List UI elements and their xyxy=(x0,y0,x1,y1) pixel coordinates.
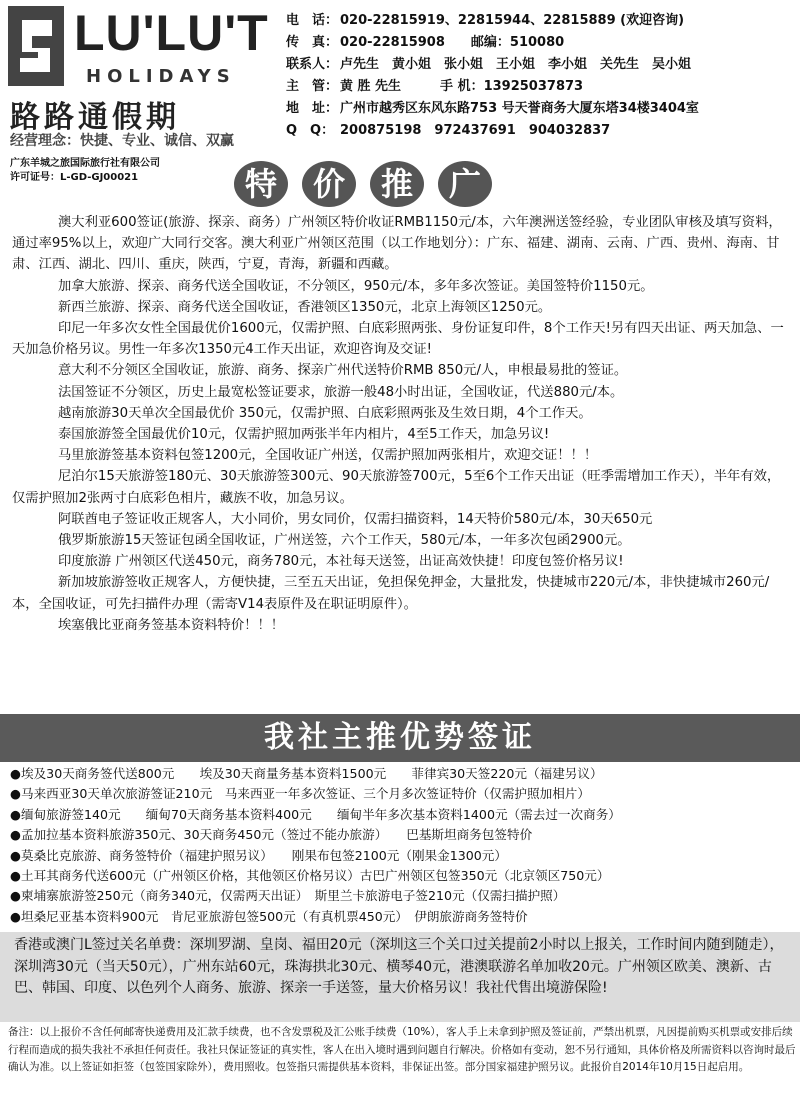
promo-item-indonesia: 印尼一年多次女性全国最优价1600元，仅需护照、白底彩照两张、身份证复印件，8个工作天!另有四天出证、两天加急、一天加急价格另议。男性一年多次1350元4工作天出证，欢迎咨询及交证! xyxy=(12,321,784,358)
promo-item-italy: 意大利不分领区全国收证，旅游、商务、探亲广州代送特价RMB 850元/人，申根最易批的签证。 xyxy=(58,363,628,379)
advantage-line: ●莫桑比克旅游、商务签特价（福建护照另议） 刚果布包签2100元（刚果金1300元） xyxy=(10,847,507,863)
remarks-text: 备注：以上报价不含任何邮寄快递费用及汇款手续费，也不含发票税及汇公账手续费（10%），客人手上未拿到护照及签证前，严禁出机票，凡因提前购买机票或安排后续行程而造成的损失我社不承担任何责任。我社只保证签证的真实性，客人在出入境时遇到问题自行解决。价格如有变动，恕不另行通知，具体价格及所需资料以咨询时最后确认为准。以上签证如拒签（包签国家除外），费用照收。包签指只需提供基本资料，非保证出签。部分国家福建护照另议。此报价自2014年10月15日起启用。 xyxy=(8,1026,796,1073)
contact-block xyxy=(286,10,796,142)
contact-persons: 联系人： 卢先生 黄小姐 张小姐 王小姐 李小姐 关先生 吴小姐 xyxy=(286,57,692,72)
promo-item-thailand: 泰国旅游签全国最优价10元，仅需护照加两张半年内相片，4至5工作天，加急另议! xyxy=(58,427,550,443)
contact-manager: 主 管： 黄 胜 先生 手 机：13925037873 xyxy=(286,79,584,94)
contact-phone: 电 话： 020-22815919、22815944、22815889 (欢迎咨询) xyxy=(286,13,685,28)
contact-address: 地 址： 广州市越秀区东风东路753 号天誉商务大厦东塔34楼3404室 xyxy=(286,101,699,116)
advantage-line: ●土耳其商务代送600元（广州领区价格，其他领区价格另议）古巴广州领区包签350元（北京领区750元） xyxy=(10,868,610,884)
promo-item-ethiopia: 埃塞俄比亚商务签基本资料特价！！！ xyxy=(58,617,285,633)
logo-icon xyxy=(8,6,64,86)
promo-item-singapore: 新加坡旅游签收正规客人，方便快捷，三至五天出证，免担保免押金，大量批发，快捷城市220元/本，非快捷城市260元/本，全国收证，可先扫描件办理（需寄V14表原件及在职证明原件）。 xyxy=(12,575,770,612)
promo-title-char: 特 xyxy=(234,161,288,207)
contact-qq: Q Q： 200875198 972437691 904032837 xyxy=(286,123,611,138)
brand-name: LU'LU'T xyxy=(74,5,269,61)
promo-item-india: 印度旅游 广州领区代送450元，商务780元，本社每天送签，出证高效快捷！印度包签价格另议! xyxy=(58,554,624,570)
promo-item-mali: 马里旅游签基本资料包签1200元，全国收证广州送，仅需护照加两张相片，欢迎交证！！！ xyxy=(58,448,598,464)
advantage-line: ●坦桑尼亚基本资料900元 肯尼亚旅游包签500元（有真机票450元） 伊朗旅游商务签特价 xyxy=(10,908,528,924)
company-name: 广东羊城之旅国际旅行社有限公司 xyxy=(10,158,160,169)
promo-item-france: 法国签证不分领区，历史上最宽松签证要求，旅游一般48小时出证，全国收证，代送880元/本。 xyxy=(58,384,624,400)
promo-item-new-zealand: 新西兰旅游、探亲、商务代送全国收证，香港领区1350元，北京上海领区1250元。 xyxy=(58,299,552,315)
remarks xyxy=(8,1024,796,1077)
promo-title-char: 广 xyxy=(438,161,492,207)
advantage-line: ●马来西亚30天单次旅游签证210元 马来西亚一年多次签证、三个月多次签证特价（仅需护照加相片） xyxy=(10,786,590,802)
promo-list xyxy=(12,212,792,636)
promo-item-russia: 俄罗斯旅游15天签证包函全国收证，广州送签，六个工作天，580元/本，一年多次包函2900元。 xyxy=(58,533,631,549)
advantage-line: ●缅甸旅游签140元 缅甸70天商务基本资料400元 缅甸半年多次基本资料1400元（需去过一次商务） xyxy=(10,806,621,822)
advantage-list xyxy=(10,764,796,927)
brand-subtitle: HOLIDAYS xyxy=(86,66,236,87)
hk-macau-text: 香港或澳门L签过关名单费：深圳罗湖、皇岗、福田20元（深圳这三个关口过关提前2小时以上报关，工作时间内随到随走），深圳湾30元（当天50元），广州东站60元，珠海拱北30元、横琴40元，港澳联游名单加收20元。广州领区欧美、澳新、古巴、韩国、印度、以色列个人商务、旅游、探亲一手送签，量大价格另议！我社代售出境游保险! xyxy=(14,937,784,996)
promo-item-australia: 澳大利亚600签证(旅游、探亲、商务）广州领区特价收证RMB1150元/本，六年澳洲送签经验，专业团队审核及填写资料，通过率95%以上，欢迎广大同行交客。澳大利亚广州领区范围（以工作地划分）：广东、福建、湖南、云南、广西、贵州、海南、甘肃、江西、湖北、四川、重庆，陕西，宁夏，青海，新疆和西藏。 xyxy=(12,215,782,273)
promo-item-nepal: 尼泊尔15天旅游签180元、30天旅游签300元、90天旅游签700元，5至6个工作天出证（旺季需增加工作天），半年有效，仅需护照加2张两寸白底彩色相片，藏族不收，加急另议。 xyxy=(12,469,781,506)
advantage-line: ●孟加拉基本资料旅游350元、30天商务450元（签过不能办旅游） 巴基斯坦商务包签特价 xyxy=(10,827,533,843)
advantage-banner: 我社主推优势签证 xyxy=(0,714,800,762)
brand-chinese-name: 路路通假期 xyxy=(10,100,180,135)
promo-item-uae: 阿联酋电子签证收正规客人，大小同价，男女同价，仅需扫描资料，14天特价580元/本，30天650元 xyxy=(58,511,653,527)
promo-title-char: 推 xyxy=(370,161,424,207)
contact-fax: 传 真： 020-22815908 邮编：510080 xyxy=(286,35,565,50)
motto: 经营理念：快捷、专业、诚信、双赢 xyxy=(10,133,234,149)
promo-item-canada: 加拿大旅游、探亲、商务代送全国收证，不分领区，950元/本，多年多次签证。美国签特价1150元。 xyxy=(58,278,654,294)
promo-item-vietnam: 越南旅游30天单次全国最优价 350元，仅需护照、白底彩照两张及生效日期，4个工作天。 xyxy=(58,405,592,421)
license-number: 许可证号：L-GD-GJ00021 xyxy=(10,172,139,183)
advantage-line: ●埃及30天商务签代送800元 埃及30天商量务基本资料1500元 菲律宾30天签220元（福建另议） xyxy=(10,766,603,781)
advantage-line: ●柬埔寨旅游签250元（商务340元，仅需两天出证） 斯里兰卡旅游电子签210元（仅需扫描护照） xyxy=(10,888,566,904)
promo-title-char: 价 xyxy=(302,161,356,207)
promo-title xyxy=(234,161,492,207)
hk-macau-section xyxy=(0,932,800,1022)
